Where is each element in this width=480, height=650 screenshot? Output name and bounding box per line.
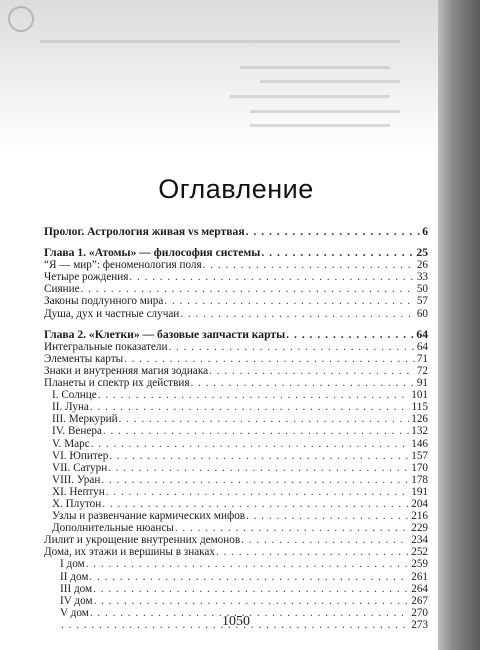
toc-entry-page: 126 <box>411 413 428 426</box>
scan-background-top <box>0 0 480 150</box>
toc-leader-dots <box>124 353 415 365</box>
toc-leader-dots <box>101 474 409 486</box>
toc-entry-title: Душа, дух и частные случаи <box>44 307 180 320</box>
toc-leader-dots <box>93 583 409 595</box>
toc-entry-title: Законы подлунного мира <box>44 295 164 308</box>
toc-entry <box>44 377 428 389</box>
toc-leader-dots <box>209 365 415 377</box>
toc-entry <box>44 308 428 320</box>
toc-entry-page: 71 <box>416 352 428 365</box>
toc-entry-title: III дом <box>60 582 93 595</box>
toc-entry-title: VII. Сатурн <box>52 461 108 474</box>
toc-leader-dots <box>98 389 409 401</box>
toc-entry-title: V дом <box>60 606 89 619</box>
toc-leader-dots <box>190 377 414 389</box>
document-page <box>44 150 428 650</box>
toc-entry-page: 191 <box>411 485 428 498</box>
toc-entry-page: 57 <box>416 295 428 308</box>
toc-entry-title: XI. Нептун <box>52 485 105 498</box>
toc-entry-page: 64 <box>416 327 428 341</box>
toc-entry-page: 267 <box>411 594 428 607</box>
toc-entry <box>44 226 428 238</box>
bleed-through-line <box>40 40 400 43</box>
toc-entry <box>44 413 428 425</box>
toc-entry <box>44 583 428 595</box>
toc-entry-title: Дома, их этажи и вершины в знаках <box>44 546 215 559</box>
toc-entry-page: 64 <box>416 340 428 353</box>
toc-entry-title: “Я — мир”: феноменология поля <box>44 259 202 272</box>
page-title: Оглавление <box>158 174 314 204</box>
toc-entry-page: 234 <box>411 534 428 547</box>
toc-entry <box>44 295 428 307</box>
toc-entry-page: 50 <box>416 283 428 296</box>
toc-entry-page: 170 <box>411 461 428 474</box>
toc-entry-title: Знаки и внутренняя магия зодиака <box>44 364 209 377</box>
toc-leader-dots <box>246 510 409 522</box>
toc-leader-dots <box>89 571 409 583</box>
toc-entry-page: 273 <box>411 618 428 631</box>
toc-entry-title: IV дом <box>60 594 93 607</box>
toc-entry-page: 270 <box>411 606 428 619</box>
toc-entry-page: 101 <box>411 389 428 402</box>
toc-entry <box>44 247 428 259</box>
toc-entry-page: 60 <box>416 307 428 320</box>
book-spine-shadow <box>438 0 480 650</box>
bleed-through-line <box>250 110 400 113</box>
toc-entry <box>44 438 428 450</box>
toc-entry-title: V. Марс <box>52 437 90 450</box>
toc-entry-title: Пролог. Астрология живая vs мертвая <box>44 225 245 238</box>
toc-entry-page: 6 <box>422 225 428 238</box>
toc-leader-dots <box>106 486 409 498</box>
toc-entry <box>44 522 428 534</box>
toc-entry-page: 132 <box>411 425 428 438</box>
toc-entry <box>44 401 428 413</box>
toc-entry-page: 146 <box>411 437 428 450</box>
toc-entry-page: 115 <box>411 401 428 414</box>
toc-leader-dots <box>175 522 409 534</box>
toc-entry <box>44 341 428 353</box>
toc-entry-title: I. Солнце <box>52 389 97 402</box>
toc-entry <box>44 498 428 510</box>
toc-leader-dots <box>94 595 410 607</box>
toc-entry-page: 216 <box>411 510 428 523</box>
toc-entry-title: Планеты и спектр их действия <box>44 377 190 390</box>
toc-entry-title: Дополнительные нюансы <box>52 522 174 535</box>
toc-leader-dots <box>180 308 415 320</box>
toc-leader-dots <box>261 247 414 259</box>
toc-leader-dots <box>119 413 410 425</box>
toc-entry-title: Глава 2. «Клетки» — базовые запчасти карты <box>44 327 286 341</box>
toc-leader-dots <box>91 438 410 450</box>
bleed-through-line <box>240 66 390 69</box>
table-of-contents <box>44 226 428 631</box>
toc-entry-page: 229 <box>411 522 428 535</box>
toc-entry <box>44 329 428 341</box>
toc-entry-page: 259 <box>411 558 428 571</box>
toc-entry-title: II. Луна <box>52 401 89 414</box>
toc-leader-dots <box>168 341 414 353</box>
toc-entry <box>44 534 428 546</box>
bleed-through-line <box>230 95 390 98</box>
toc-entry-page: 25 <box>416 246 428 260</box>
toc-entry-page: 264 <box>411 582 428 595</box>
toc-entry-page: 157 <box>411 449 428 462</box>
toc-entry <box>44 595 428 607</box>
toc-entry-title: I дом <box>60 558 85 571</box>
toc-entry <box>44 571 428 583</box>
toc-entry-title: III. Меркурий <box>52 413 118 426</box>
toc-leader-dots <box>103 425 409 437</box>
toc-leader-dots <box>108 462 409 474</box>
toc-leader-dots <box>86 558 410 570</box>
toc-leader-dots <box>129 271 414 283</box>
toc-entry <box>44 365 428 377</box>
toc-entry-title: II дом <box>60 570 89 583</box>
toc-entry <box>44 546 428 558</box>
toc-entry-page: 252 <box>411 546 428 559</box>
bleed-through-line <box>260 80 400 83</box>
toc-leader-dots <box>246 226 421 238</box>
toc-entry-page: 72 <box>416 364 428 377</box>
toc-entry-title: Глава 1. «Атомы» — философия системы <box>44 246 261 260</box>
toc-entry <box>44 450 428 462</box>
toc-leader-dots <box>102 498 409 510</box>
toc-leader-dots <box>81 283 415 295</box>
toc-entry-page: 91 <box>416 377 428 390</box>
toc-leader-dots <box>286 329 414 341</box>
toc-entry-page: 261 <box>411 570 428 583</box>
toc-leader-dots <box>203 259 415 271</box>
page-number: 1050 <box>222 614 250 629</box>
toc-entry-title: X. Плутон <box>52 497 102 510</box>
toc-entry <box>44 425 428 437</box>
toc-entry <box>44 283 428 295</box>
toc-leader-dots <box>241 534 409 546</box>
toc-leader-dots <box>109 450 409 462</box>
toc-entry-page: 33 <box>416 271 428 284</box>
toc-entry-page: 204 <box>411 497 428 510</box>
toc-entry-title: Узлы и развенчание кармических мифов <box>52 510 246 523</box>
toc-entry <box>44 558 428 570</box>
toc-entry <box>44 389 428 401</box>
toc-entry <box>44 259 428 271</box>
toc-entry-title: VIII. Уран <box>52 473 101 486</box>
toc-entry-page: 178 <box>411 473 428 486</box>
toc-entry-title: Интегральные показатели <box>44 340 168 353</box>
toc-entry-title: Лилит и укрощение внутренних демонов <box>44 534 241 547</box>
toc-entry-page: 26 <box>416 259 428 272</box>
toc-entry <box>44 474 428 486</box>
toc-entry-title: IV. Венера <box>52 425 102 438</box>
toc-entry-title: VI. Юпитер <box>52 449 109 462</box>
toc-leader-dots <box>164 295 414 307</box>
toc-entry-title: Сияние <box>44 283 80 296</box>
toc-entry <box>44 510 428 522</box>
toc-leader-dots <box>216 546 409 558</box>
toc-entry <box>44 486 428 498</box>
toc-leader-dots <box>90 401 410 413</box>
toc-entry-title: Элементы карты <box>44 352 124 365</box>
toc-entry <box>44 462 428 474</box>
toc-entry <box>44 353 428 365</box>
toc-entry <box>44 271 428 283</box>
toc-entry-title: Четыре рождения <box>44 271 129 284</box>
bleed-through-line <box>250 124 390 127</box>
publisher-logo-icon <box>8 6 34 32</box>
